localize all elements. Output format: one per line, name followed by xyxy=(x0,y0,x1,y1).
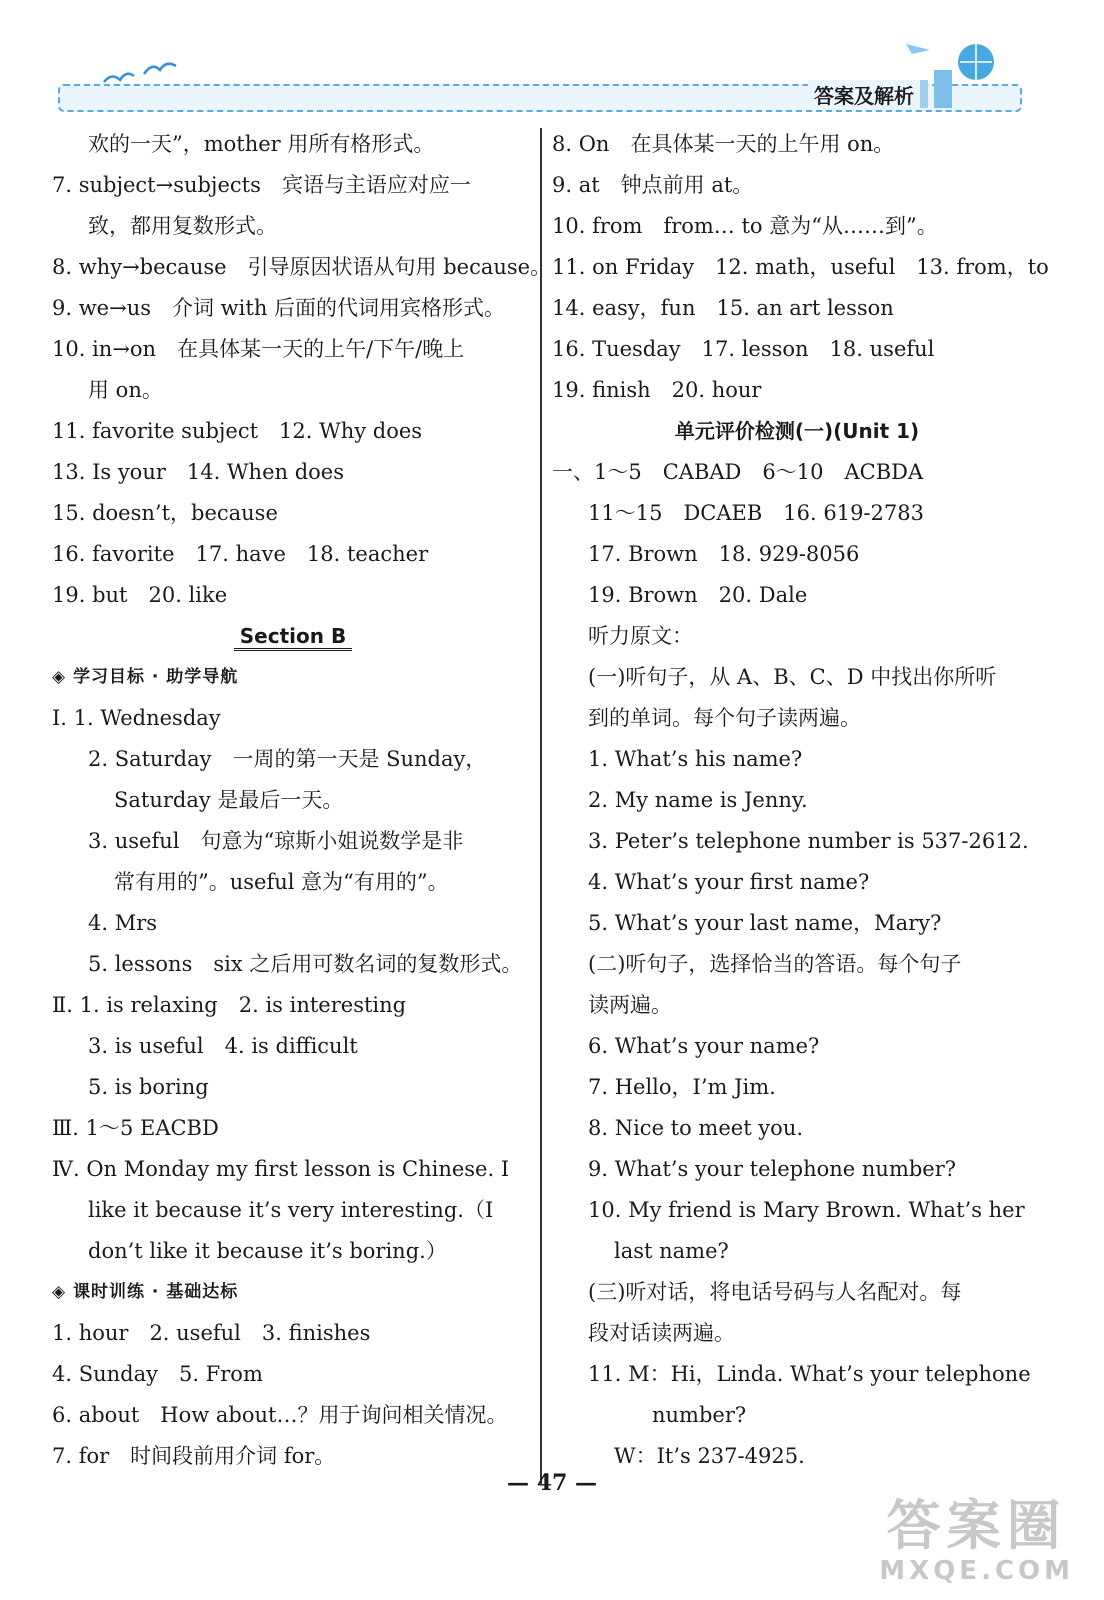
text-line: 19. finish 20. hour xyxy=(552,378,762,402)
watermark-url: MXQE.COM xyxy=(879,1556,1074,1586)
text-line: 2. My name is Jenny. xyxy=(588,788,808,812)
text-line: Ⅳ. On Monday my first lesson is Chinese. I xyxy=(52,1157,510,1181)
text-line: 9. at 钟点前用 at。 xyxy=(552,173,754,197)
text-line: 读两遍。 xyxy=(588,993,672,1017)
text-line: 11. favorite subject 12. Why does xyxy=(52,419,423,443)
text-line: 15. doesn’t，because xyxy=(52,501,278,525)
text-line: 13. Is your 14. When does xyxy=(52,460,344,484)
watermark-logo: 答案圈 xyxy=(886,1494,1067,1557)
text-line: 9. What’s your telephone number? xyxy=(588,1157,957,1181)
text-line: 8. why→because 引导原因状语从句用 because。 xyxy=(52,255,552,279)
subsection-title-text: 学习目标 · 助学导航 xyxy=(73,667,239,687)
text-line: don’t like it because it’s boring.） xyxy=(88,1239,447,1263)
text-line: 16. favorite 17. have 18. teacher xyxy=(52,542,429,566)
text-line: (二)听句子，选择恰当的答语。每个句子 xyxy=(588,952,962,976)
section-title xyxy=(52,616,534,657)
text-line: 19. but 20. like xyxy=(52,583,228,607)
text-line: 17. Brown 18. 929-8056 xyxy=(588,542,860,566)
text-line: 11. on Friday 12. math，useful 13. from，to xyxy=(552,255,1049,279)
subsection-title xyxy=(52,657,534,698)
text-line: Saturday 是最后一天。 xyxy=(114,788,344,812)
text-line: 听力原文： xyxy=(588,624,693,648)
text-line: 7. for 时间段前用介词 for。 xyxy=(52,1444,336,1468)
text-line: 8. Nice to meet you. xyxy=(588,1116,804,1140)
text-line: (三)听对话，将电话号码与人名配对。每 xyxy=(588,1280,962,1304)
text-line: 7. subject→subjects 宾语与主语应对应一 xyxy=(52,173,471,197)
text-line: 6. What’s your name? xyxy=(588,1034,820,1058)
text-line: Ⅰ. 1. Wednesday xyxy=(52,706,221,730)
text-line: 16. Tuesday 17. lesson 18. useful xyxy=(552,337,935,361)
subsection-title-text: 课时训练 · 基础达标 xyxy=(73,1282,239,1302)
text-line: 9. we→us 介词 with 后面的代词用宾格形式。 xyxy=(52,296,506,320)
text-line: 5. lessons six 之后用可数名词的复数形式。 xyxy=(88,952,523,976)
diamond-icon: ◈ xyxy=(52,667,67,687)
text-line: last name? xyxy=(614,1239,729,1263)
text-line: (一)听句子，从 A、B、C、D 中找出你所听 xyxy=(588,665,997,689)
text-line: like it because it’s very interesting.（I xyxy=(88,1198,494,1222)
page-header xyxy=(50,40,1030,120)
text-line: 19. Brown 20. Dale xyxy=(588,583,808,607)
text-line: number? xyxy=(652,1403,747,1427)
text-line: 4. Sunday 5. From xyxy=(52,1362,263,1386)
text-line: 一、1～5 CABAD 6～10 ACBDA xyxy=(552,460,924,484)
text-line: Ⅱ. 1. is relaxing 2. is interesting xyxy=(52,993,407,1017)
text-line: 到的单词。每个句子读两遍。 xyxy=(588,706,861,730)
text-line: 14. easy，fun 15. an art lesson xyxy=(552,296,894,320)
text-line: 1. hour 2. useful 3. finishes xyxy=(52,1321,371,1345)
text-line: 7. Hello，I’m Jim. xyxy=(588,1075,776,1099)
text-line: 10. My friend is Mary Brown. What’s her xyxy=(588,1198,1025,1222)
text-line: 用 on。 xyxy=(88,378,163,402)
text-line: 段对话读两遍。 xyxy=(588,1321,735,1345)
text-line: 5. What’s your last name，Mary? xyxy=(588,911,942,935)
text-line: 5. is boring xyxy=(88,1075,209,1099)
right-column xyxy=(552,124,1049,1477)
text-line: 2. Saturday 一周的第一天是 Sunday， xyxy=(88,747,487,771)
unit-test-title: 单元评价检测(一)(Unit 1) xyxy=(674,419,920,443)
page-number: — 47 — xyxy=(507,1470,597,1496)
subsection-title xyxy=(52,1272,534,1313)
text-line: 6. about How about…？用于询问相关情况。 xyxy=(52,1403,508,1427)
text-line: 致，都用复数形式。 xyxy=(88,214,277,238)
text-line: 欢的一天”，mother 用所有格形式。 xyxy=(88,132,435,156)
text-line: 10. in→on 在具体某一天的上午/下午/晚上 xyxy=(52,337,465,361)
text-line: 3. useful 句意为“琼斯小姐说数学是非 xyxy=(88,829,464,853)
text-line: 1. What’s his name? xyxy=(588,747,803,771)
text-line: 3. Peter’s telephone number is 537-2612. xyxy=(588,829,1029,853)
text-line: W：It’s 237-4925. xyxy=(614,1444,805,1468)
text-line: 4. What’s your first name? xyxy=(588,870,870,894)
watermark xyxy=(879,1496,1074,1586)
section-title-text: Section B xyxy=(234,624,352,651)
text-line: 3. is useful 4. is difficult xyxy=(88,1034,358,1058)
text-line: 8. On 在具体某一天的上午用 on。 xyxy=(552,132,895,156)
column-divider xyxy=(540,128,542,1484)
header-title: 答案及解析 xyxy=(808,80,920,109)
text-line: 11～15 DCAEB 16. 619-2783 xyxy=(588,501,924,525)
diamond-icon: ◈ xyxy=(52,1282,67,1302)
text-line: 11. M：Hi，Linda. What’s your telephone xyxy=(588,1362,1031,1386)
text-line: 4. Mrs xyxy=(88,911,158,935)
left-column xyxy=(52,124,552,1477)
text-line: 常有用的”。useful 意为“有用的”。 xyxy=(114,870,449,894)
text-line: Ⅲ. 1～5 EACBD xyxy=(52,1116,219,1140)
text-line: 10. from from… to 意为“从……到”。 xyxy=(552,214,938,238)
